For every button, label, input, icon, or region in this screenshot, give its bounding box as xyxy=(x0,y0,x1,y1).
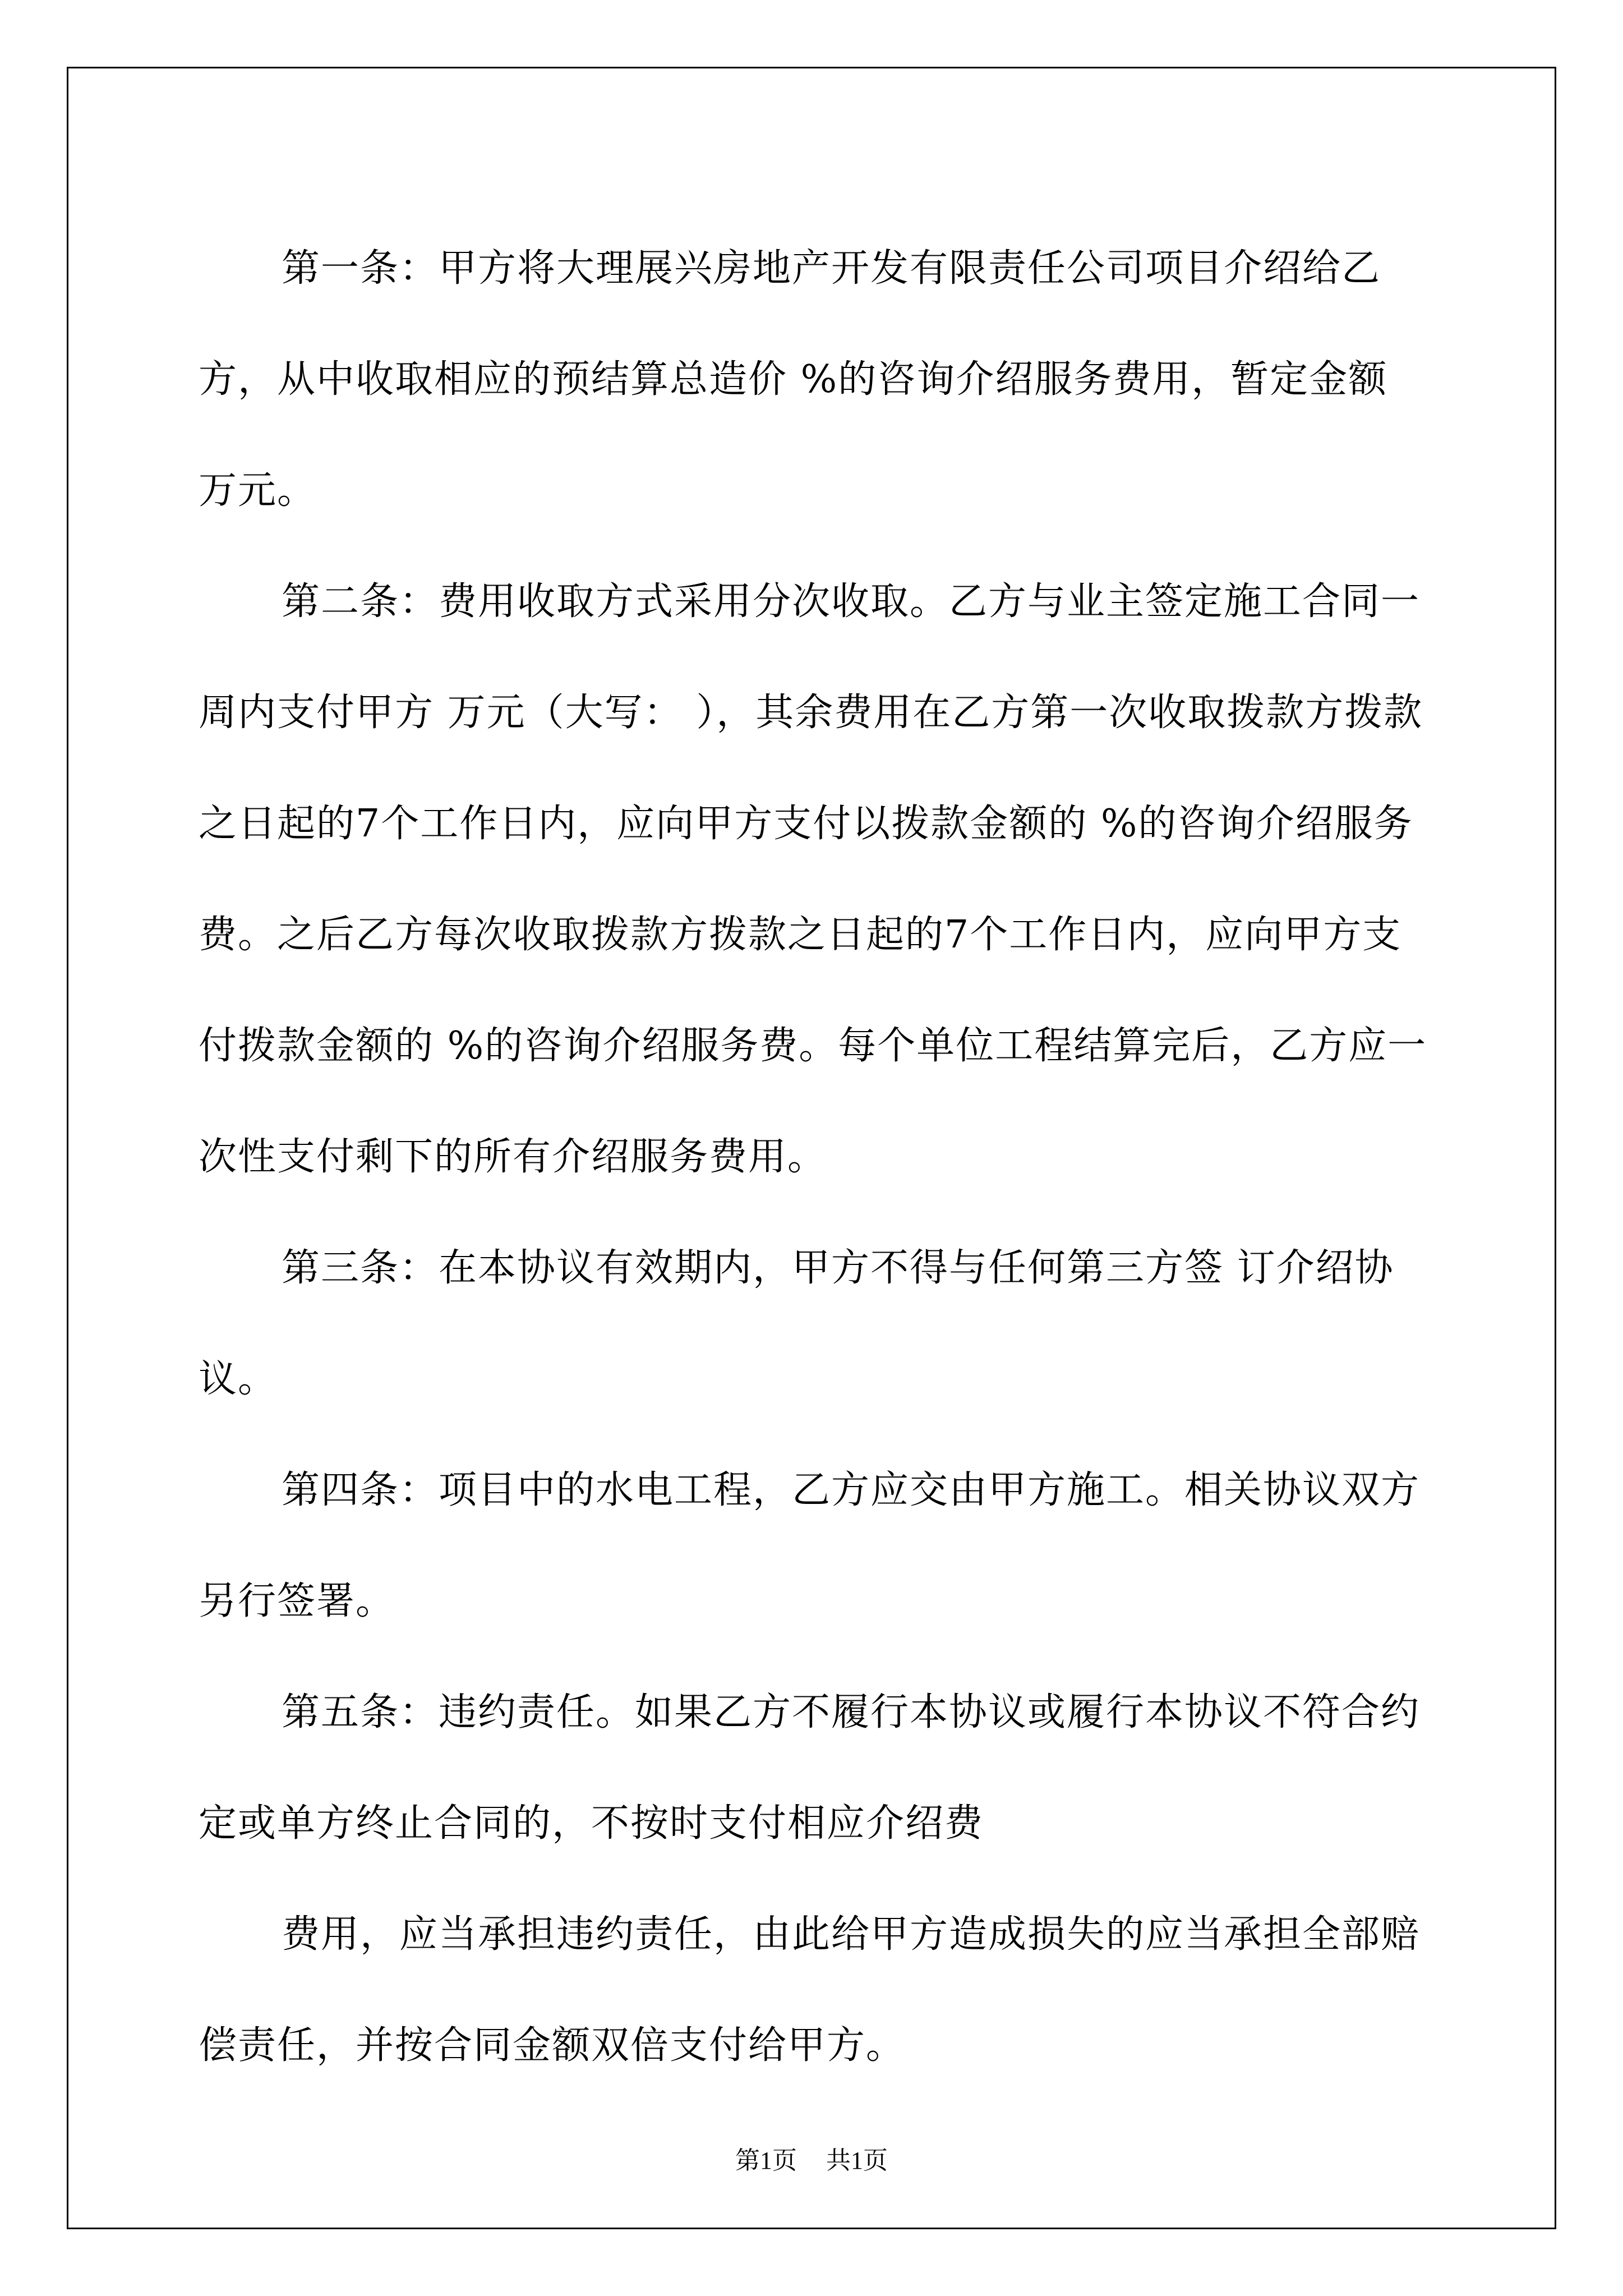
page-footer xyxy=(0,2144,1623,2178)
clause-3: 第三条：在本协议有效期内，甲方不得与任何第三方签 订介绍协议。 xyxy=(199,1246,1394,1401)
document-body xyxy=(199,213,1435,2101)
clause-1: 第一条：甲方将大理展兴房地产开发有限责任公司项目介绍给乙方，从中收取相应的预结算总造价 %的咨询介绍服务费用，暂定金额 万元。 xyxy=(199,246,1388,513)
clause-5: 第五条：违约责任。如果乙方不履行本协议或履行本协议不符合约定或单方终止合同的，不按时支付相应介绍费 xyxy=(199,1690,1421,1846)
clause-5-continued: 费用，应当承担违约责任，由此给甲方造成损失的应当承担全部赔偿责任，并按合同金额双倍支付给甲方。 xyxy=(199,1912,1421,2068)
clause-4: 第四条：项目中的水电工程，乙方应交由甲方施工。相关协议双方另行签署。 xyxy=(199,1468,1421,1623)
page-number: 第1页 xyxy=(735,2147,797,2174)
page-total: 共1页 xyxy=(826,2147,888,2174)
clause-2: 第二条：费用收取方式采用分次收取。乙方与业主签定施工合同一周内支付甲方 万元（大写： ），其余费用在乙方第一次收取拨款方拨款之日起的7个工作日内，应向甲方支付以拨款金额的 %的咨询介绍服务费。之后乙方每次收取拨款方拨款之日起的7个工作日内，应向甲方支付拨款金额的 %的咨询介绍服务费。每个单位工程结算完后，乙方应一次性支付剩下的所有介绍服务费用。 xyxy=(199,579,1427,1179)
